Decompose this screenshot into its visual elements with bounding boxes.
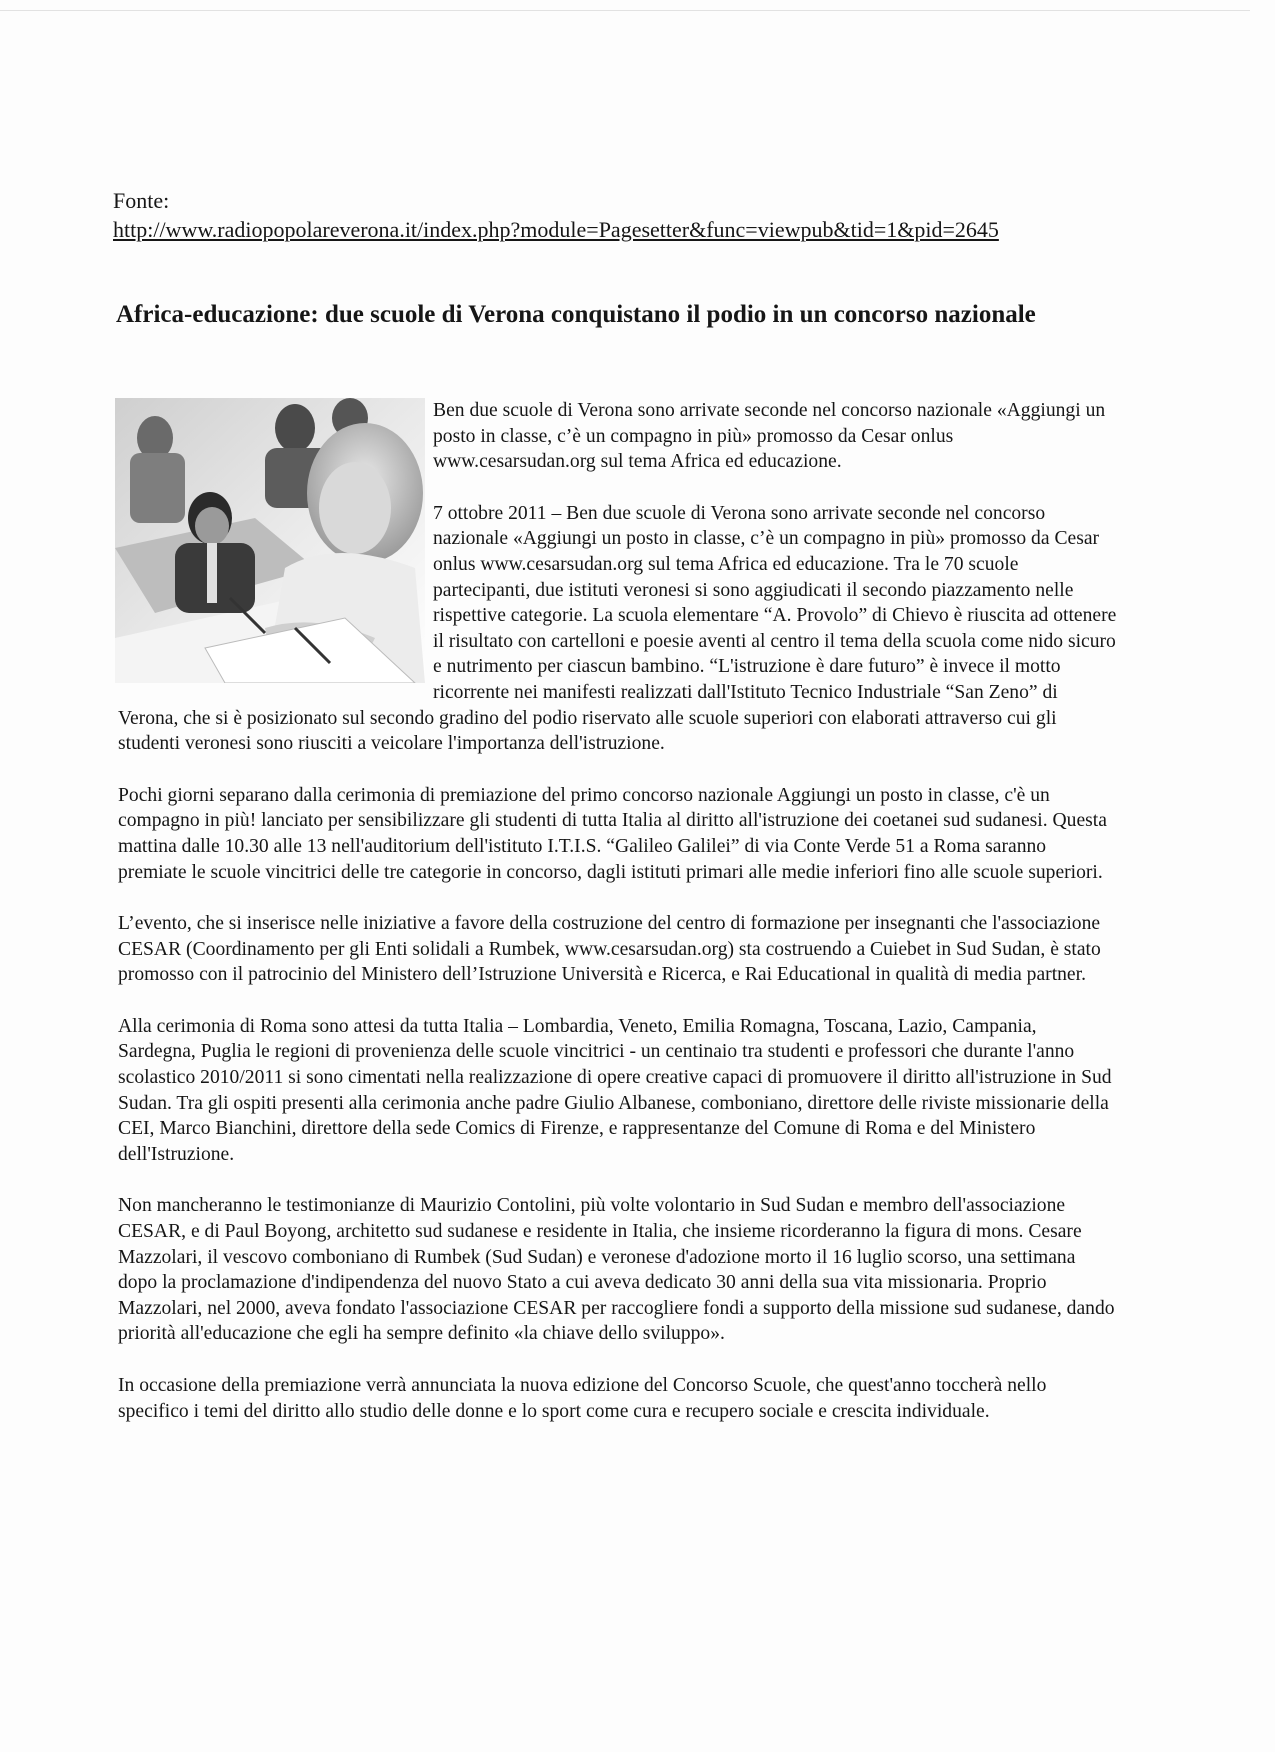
scan-edge-line — [0, 10, 1250, 11]
article-paragraph: In occasione della premiazione verrà annunciata la nuova edizione del Concorso Scuole, che quest'anno toccherà nello specifico i temi del diritto allo studio delle donne e lo sport come cura e recupero sociale e crescita individuale. — [118, 1375, 1047, 1422]
article-paragraph: 7 ottobre 2011 – Ben due scuole di Verona sono arrivate seconde nel concorso nazionale «Aggiungi un posto in classe, c’è un compagno in più» promosso da Cesar onlus www.cesarsudan.org sul tema Africa ed educazione. Tra le 70 scuole partecipanti, due istituti veronesi si sono aggiudicati il secondo piazzamento nelle rispettive categorie. La scuola elementare “A. Provolo” di Chievo è riuscita ad ottenere il risultato con cartelloni e poesie aventi al centro il tema della scuola come nido sicuro e nutrimento per ciascun bambino. “L'istruzione è dare futuro” è invece il motto ricorrente nei manifesti realizzati dall'Istituto Tecnico Industriale “San Zeno” di Verona, che si è posizionato sul secondo gradino del podio riservato alle scuole superiori con elaborati attraverso cui gli studenti veronesi sono riusciti a veicolare l'importanza dell'istruzione. — [118, 502, 1117, 755]
article-paragraph: Pochi giorni separano dalla cerimonia di premiazione del primo concorso nazionale Aggiungi un posto in classe, c'è un compagno in più! lanciato per sensibilizzare gli studenti di tutta Italia al diritto all'istruzione dei coetanei sud sudanesi. Questa mattina dalle 10.30 alle 13 nell'auditorium dell'istituto I.T.I.S. “Galileo Galilei” di via Conte Verde 51 a Roma saranno premiate le scuole vincitrici delle tre categorie in concorso, dagli istituti primari alle medie inferiori fino alle scuole superiori. — [118, 784, 1107, 883]
photo-students-classroom-icon — [115, 398, 425, 683]
source-block — [113, 186, 1123, 244]
source-url-link[interactable]: http://www.radiopopolareverona.it/index.php?module=Pagesetter&func=viewpub&tid=1&pid=2645 — [113, 217, 999, 242]
article-headline: Africa-educazione: due scuole di Verona conquistano il podio in un concorso nazionale — [116, 301, 1036, 328]
source-label: Fonte: — [113, 188, 170, 213]
article-body — [118, 398, 1118, 1450]
article-paragraph: Alla cerimonia di Roma sono attesi da tutta Italia – Lombardia, Veneto, Emilia Romagna, Toscana, Lazio, Campania, Sardegna, Puglia le regioni di provenienza delle scuole vincitrici - un centinaio tra studenti e professori che durante l'anno scolastico 2010/2011 si sono cimentati nella realizzazione di opere creative capaci di promuovere il diritto all'istruzione in Sud Sudan. Tra gli ospiti presenti alla cerimonia anche padre Giulio Albanese, comboniano, direttore delle riviste missionarie della CEI, Marco Bianchini, direttore della sede Comics di Firenze, e rappresentanze del Comune di Roma e del Ministero dell'Istruzione. — [118, 1015, 1112, 1165]
article-paragraph: Ben due scuole di Verona sono arrivate seconde nel concorso nazionale «Aggiungi un posto in classe, c’è un compagno in più» promosso da Cesar onlus www.cesarsudan.org sul tema Africa ed educazione. — [433, 400, 1106, 473]
article-paragraph: Non mancheranno le testimonianze di Maurizio Contolini, più volte volontario in Sud Sudan e membro dell'associazione CESAR, e di Paul Boyong, architetto sud sudanese e residente in Italia, che insieme ricorderanno la figura di mons. Cesare Mazzolari, il vescovo comboniano di Rumbek (Sud Sudan) e veronese d'adozione morto il 16 luglio scorso, una settimana dopo la proclamazione d'indipendenza del nuovo Stato a cui aveva dedicato 30 anni della sua vita missionaria. Proprio Mazzolari, nel 2000, aveva fondato l'associazione CESAR per raccogliere fondi a supporto della missione sud sudanese, dando priorità all'educazione che egli ha sempre definito «la chiave dello sviluppo». — [118, 1195, 1115, 1345]
article-paragraph: L’evento, che si inserisce nelle iniziative a favore della costruzione del centro di formazione per insegnanti che l'associazione CESAR (Coordinamento per gli Enti solidali a Rumbek, www.cesarsudan.org) sta costruendo a Cuiebet in Sud Sudan, è stato promosso con il patrocinio del Ministero dell’Istruzione Università e Ricerca, e Rai Educational in qualità di media partner. — [118, 913, 1101, 986]
